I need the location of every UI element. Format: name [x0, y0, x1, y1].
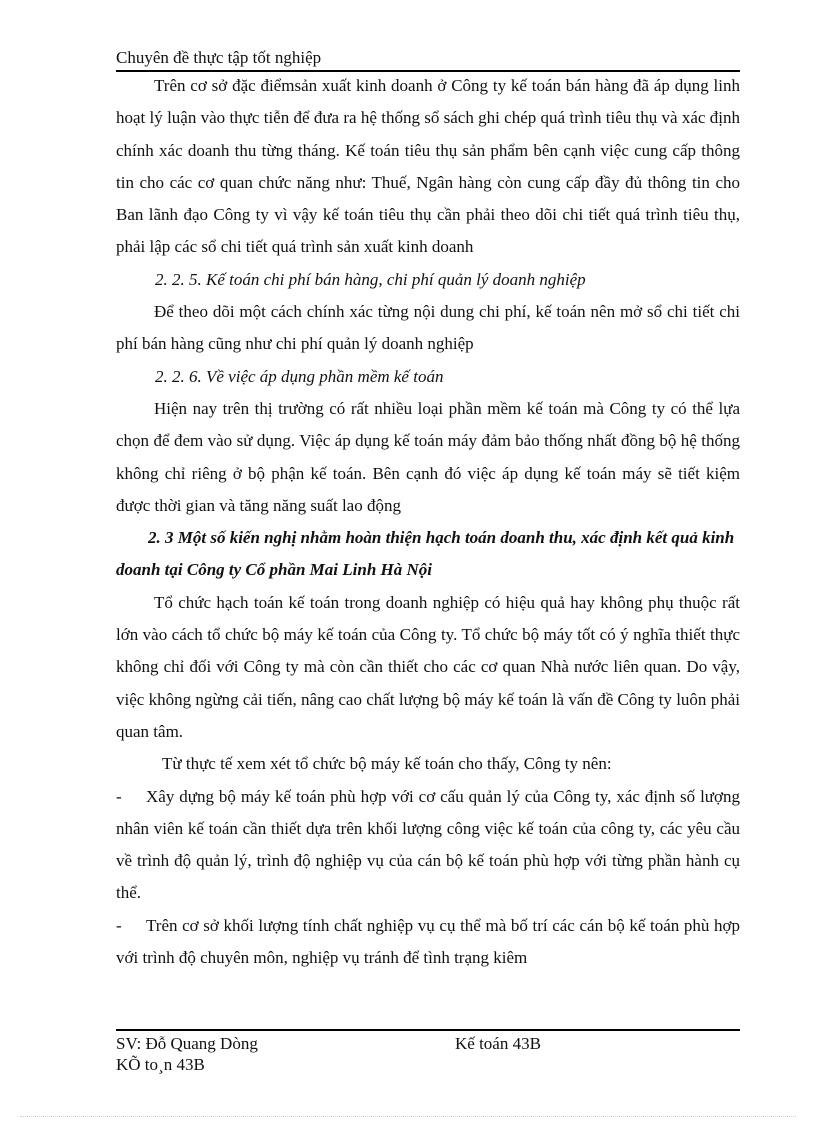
heading-2-3: 2. 3 Một số kiến nghị nhằm hoàn thiện hạch toán doanh thu, xác định kết quả kinh doanh tại Công ty Cổ phần Mai Linh Hà Nội — [116, 528, 735, 580]
list-item-text: Trên cơ sở khối lượng tính chất nghiệp vụ cụ thể mà bố trí các cán bộ kế toán phù hợp với trình độ chuyên môn, nghiệp vụ tránh để tình trạng kiêm — [116, 915, 740, 968]
footer-class-garbled: KÕ to¸n 43B — [116, 1055, 205, 1074]
document-body — [116, 70, 740, 974]
heading-2-2-5: 2. 2. 5. Kế toán chi phí bán hàng, chi phí quản lý doanh nghiệp — [155, 269, 586, 289]
footer-student-name: SV: Đỗ Quang Dòng — [116, 1034, 258, 1053]
dash-bullet: - — [116, 786, 122, 806]
list-item — [116, 910, 740, 975]
footer-class: Kế toán 43B — [455, 1034, 541, 1053]
paragraph-cost-tracking: Để theo dõi một cách chính xác từng nội dung chi phí, kế toán nên mở sổ chi tiết chi phí bán hàng cũng như chi phí quản lý doanh nghiệp — [116, 302, 740, 354]
heading-2-2-6: 2. 2. 6. Về việc áp dụng phần mềm kế toán — [155, 366, 444, 386]
footer-divider — [116, 1029, 740, 1031]
paragraph-recommendation-intro: Từ thực tế xem xét tổ chức bộ máy kế toán cho thấy, Công ty nên: — [162, 754, 612, 774]
header-title: Chuyên đề thực tập tốt nghiệp — [116, 48, 322, 67]
paragraph-sales-accounting: Trên cơ sở đặc điểmsản xuất kinh doanh ở Công ty kế toán bán hàng đã áp dụng linh hoạt lý luận vào thực tiễn để đưa ra hệ thống sổ sách ghi chép quá trình tiêu thụ và xác định chính xác doanh thu từng tháng. Kế toán tiêu thụ sản phẩm bên cạnh việc cung cấp thông tin cho các cơ quan chức năng như: Thuế, Ngân hàng còn cung cấp đầy đủ thông tin cho Ban lãnh đạo Công ty vì vậy kế toán tiêu thụ cần phải theo dõi chi tiết quá trình tiêu thụ, phải lập các sổ chi tiết quá trình sản xuất kinh doanh — [116, 76, 740, 257]
list-item — [116, 781, 740, 910]
paragraph-accounting-software: Hiện nay trên thị trường có rất nhiều loại phần mềm kế toán mà Công ty có thể lựa chọn để đem vào sử dụng. Việc áp dụng kế toán máy đảm bảo thống nhất đồng bộ hệ thống không chỉ riêng ở bộ phận kế toán. Bên cạnh đó việc áp dụng kế toán máy sẽ tiết kiệm được thời gian và tăng năng suất lao động — [116, 398, 740, 515]
list-item-text: Xây dựng bộ máy kế toán phù hợp với cơ cấu quản lý của Công ty, xác định số lượng nhân viên kế toán cần thiết dựa trên khối lượng công việc kế toán của công ty, các yêu cầu về trình độ quản lý, trình độ nghiệp vụ của cán bộ kế toán phù hợp với từng phần hành cụ thể. — [116, 786, 740, 903]
dash-bullet: - — [116, 915, 122, 935]
page-edge-dotted-line — [20, 1116, 796, 1117]
paragraph-organization: Tổ chức hạch toán kế toán trong doanh nghiệp có hiệu quả hay không phụ thuộc rất lớn vào cách tổ chức bộ máy kế toán của Công ty. Tổ chức bộ máy tốt có ý nghĩa thiết thực không chỉ đối với Công ty mà còn cần thiết cho các cơ quan Nhà nước liên quan. Do vậy, việc không ngừng cải tiến, nâng cao chất lượng bộ máy kế toán là vấn đề Công ty luôn phải quan tâm. — [116, 592, 740, 741]
